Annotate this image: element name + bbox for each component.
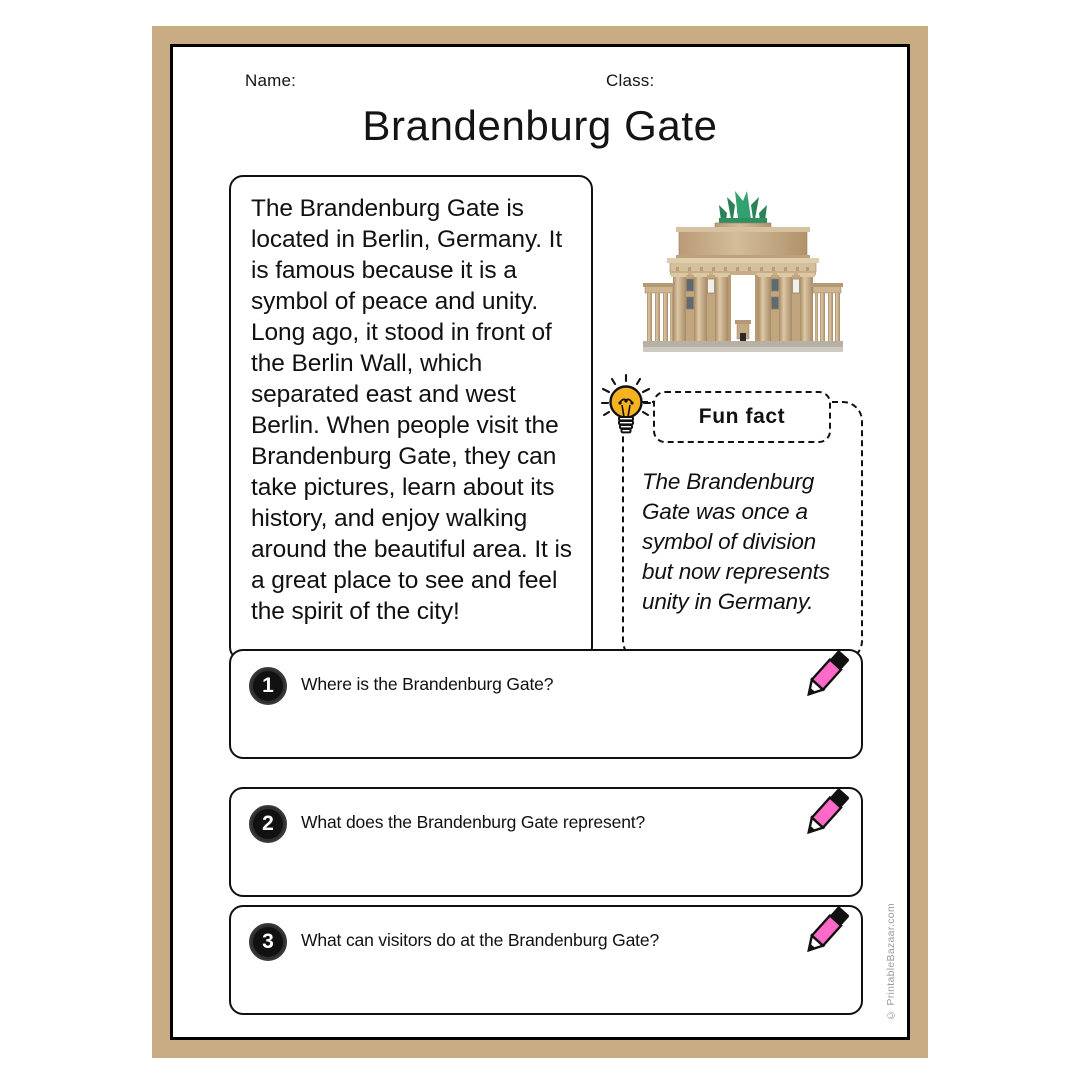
- question-box-3: [229, 905, 863, 1015]
- question-number-badge: 2: [249, 805, 287, 843]
- page-title: Brandenburg Gate: [362, 102, 718, 149]
- pencil-icon: [795, 643, 855, 705]
- pencil-icon: [795, 899, 855, 961]
- pencil-icon: [795, 781, 855, 843]
- fun-fact-text: The Brandenburg Gate was once a symbol of division but now represents unity in Germany.: [642, 469, 830, 614]
- question-text: What does the Brandenburg Gate represent?: [301, 812, 646, 832]
- worksheet-frame: [152, 26, 928, 1058]
- reading-passage-text: The Brandenburg Gate is located in Berlin, Germany. It is famous because it is a symbol of peace and unity. Long ago, it stood in front of the Berlin Wall, which separated east and west Berlin. When people visit the Brandenburg Gate, they can take pictures, learn about its history, and enjoy walking around the beautiful area. It is a great place to see and feel the spirit of the city!: [251, 195, 572, 625]
- copyright-watermark: © PrintableBazaar.com: [885, 902, 897, 1021]
- question-number-badge: 3: [249, 923, 287, 961]
- fun-fact-label: Fun fact: [653, 391, 831, 443]
- class-field-label: Class:: [606, 71, 655, 90]
- question-text: Where is the Brandenburg Gate?: [301, 674, 554, 694]
- question-number-badge: 1: [249, 667, 287, 705]
- question-text: What can visitors do at the Brandenburg Gate?: [301, 930, 660, 950]
- worksheet-header: [173, 71, 907, 97]
- lightbulb-icon: [598, 373, 654, 439]
- name-field-label: Name:: [245, 71, 297, 90]
- reading-passage-box: [229, 175, 593, 661]
- brandenburg-gate-illustration: [643, 175, 843, 365]
- question-box-2: [229, 787, 863, 897]
- quadriga-statue: [719, 191, 767, 223]
- question-box-1: [229, 649, 863, 759]
- worksheet-sheet: [170, 44, 910, 1040]
- fun-fact-section: [598, 373, 863, 661]
